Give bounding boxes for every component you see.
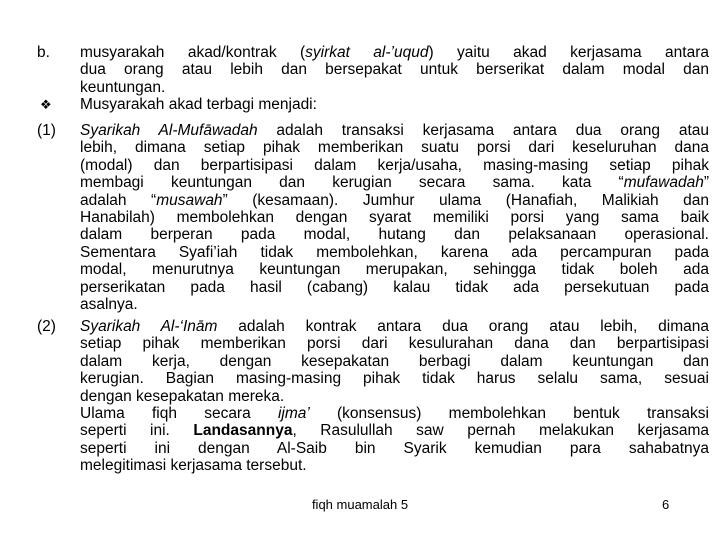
- text-line: [80, 422, 709, 439]
- footer-title: fiqh muamalah 5: [311, 497, 409, 512]
- text-line: dengan kesepakatan mereka.: [80, 387, 285, 405]
- item-2-marker: (2): [37, 318, 56, 335]
- text-line: dalam berperan pada modal, hutang dan pelaksanaan operasional.: [80, 226, 709, 244]
- text-line: dua orang atau lebih dan bersepakat untuk berserikat dalam modal dan: [80, 61, 709, 79]
- text-segment: (konsensus) membolehkan bentuk transaksi: [309, 405, 709, 423]
- text-line: [80, 122, 709, 139]
- text-line: [80, 174, 709, 191]
- italic-term: syirkat al-’uqud: [305, 44, 429, 61]
- italic-term: mufawadah: [623, 174, 704, 192]
- text-segment: adalah kontrak antara dua orang atau lebih, dimana: [217, 318, 709, 335]
- text-line: dalam kerja, dengan kesepakatan berbagi dalam keuntungan dan: [80, 352, 709, 370]
- text-line: modal, menurutnya keuntungan merupakan, sehingga tidak boleh ada: [80, 261, 709, 279]
- item-2-body: [80, 318, 709, 475]
- text-line: [80, 192, 709, 209]
- item-b: [37, 44, 709, 96]
- text-segment: Ulama fiqh secara: [80, 405, 278, 423]
- italic-term: musawah: [156, 191, 223, 209]
- text-segment: ) yaitu akad kerjasama antara: [428, 44, 709, 61]
- text-line: setiap pihak memberikan porsi dari kesulurahan dana dan berpartisipasi: [80, 335, 709, 353]
- text-segment: seperti ini.: [80, 422, 194, 440]
- bold-term: Landasannya: [193, 422, 293, 440]
- page-number: 6: [662, 497, 670, 512]
- text-line: melegitimasi kerjasama tersebut.: [80, 457, 307, 475]
- text-segment: adalah transaksi kerjasama antara dua orang atau: [257, 122, 709, 139]
- item-1-marker: (1): [37, 122, 56, 139]
- text-line: lebih, dimana setiap pihak memberikan suatu porsi dari keseluruhan dana: [80, 139, 709, 157]
- text-line: Hanabilah) membolehkan dengan syarat memiliki porsi yang sama baik: [80, 209, 709, 227]
- item-bullet: [37, 96, 675, 113]
- item-bullet-body: [80, 96, 709, 113]
- text-line: perserikatan pada hasil (cabang) kalau tidak ada persekutuan pada: [80, 278, 709, 296]
- italic-term: Syarikah Al-Mufāwadah: [80, 122, 258, 139]
- item-1-body: [80, 122, 709, 313]
- italic-term: Syarikah Al-‘Inām: [80, 318, 218, 335]
- text-segment: ”: [703, 174, 709, 192]
- text-line: seperti ini dengan Al-Saib bin Syarik kemudian para sahabatnya: [80, 439, 709, 457]
- text-line: [80, 318, 709, 335]
- text-line: keuntungan.: [80, 78, 166, 96]
- italic-term: ijma’: [277, 405, 310, 423]
- item-1: [37, 122, 709, 314]
- text-line: Sementara Syafi’iah tidak membolehkan, karena ada percampuran pada: [80, 243, 709, 261]
- text-segment: , Rasulullah saw pernah melakukan kerjasama: [292, 422, 709, 440]
- text-line: [80, 405, 709, 422]
- text-segment: adalah “: [80, 191, 157, 209]
- item-bullet-marker: [37, 96, 79, 113]
- item-b-body: [80, 44, 709, 96]
- text-segment: membagi keuntungan dan kerugian secara sama. kata “: [80, 174, 624, 192]
- text-line: (modal) dan berpartisipasi dalam kerja/usaha, masing-masing setiap pihak: [80, 156, 709, 174]
- text-segment: ” (kesamaan). Jumhur ulama (Hanafiah, Malikiah dan: [222, 191, 709, 209]
- text-line: Musyarakah akad terbagi menjadi:: [80, 96, 317, 113]
- text-segment: musyarakah akad/kontrak (: [80, 44, 306, 61]
- diamond-bullet-icon: ❖: [40, 97, 52, 112]
- text-line: asalnya.: [80, 296, 138, 314]
- text-line: kerugian. Bagian masing-masing pihak tidak harus selalu sama, sesuai: [80, 370, 709, 388]
- item-2: [37, 318, 709, 475]
- text-line: [80, 44, 709, 61]
- item-b-marker: b.: [37, 44, 50, 61]
